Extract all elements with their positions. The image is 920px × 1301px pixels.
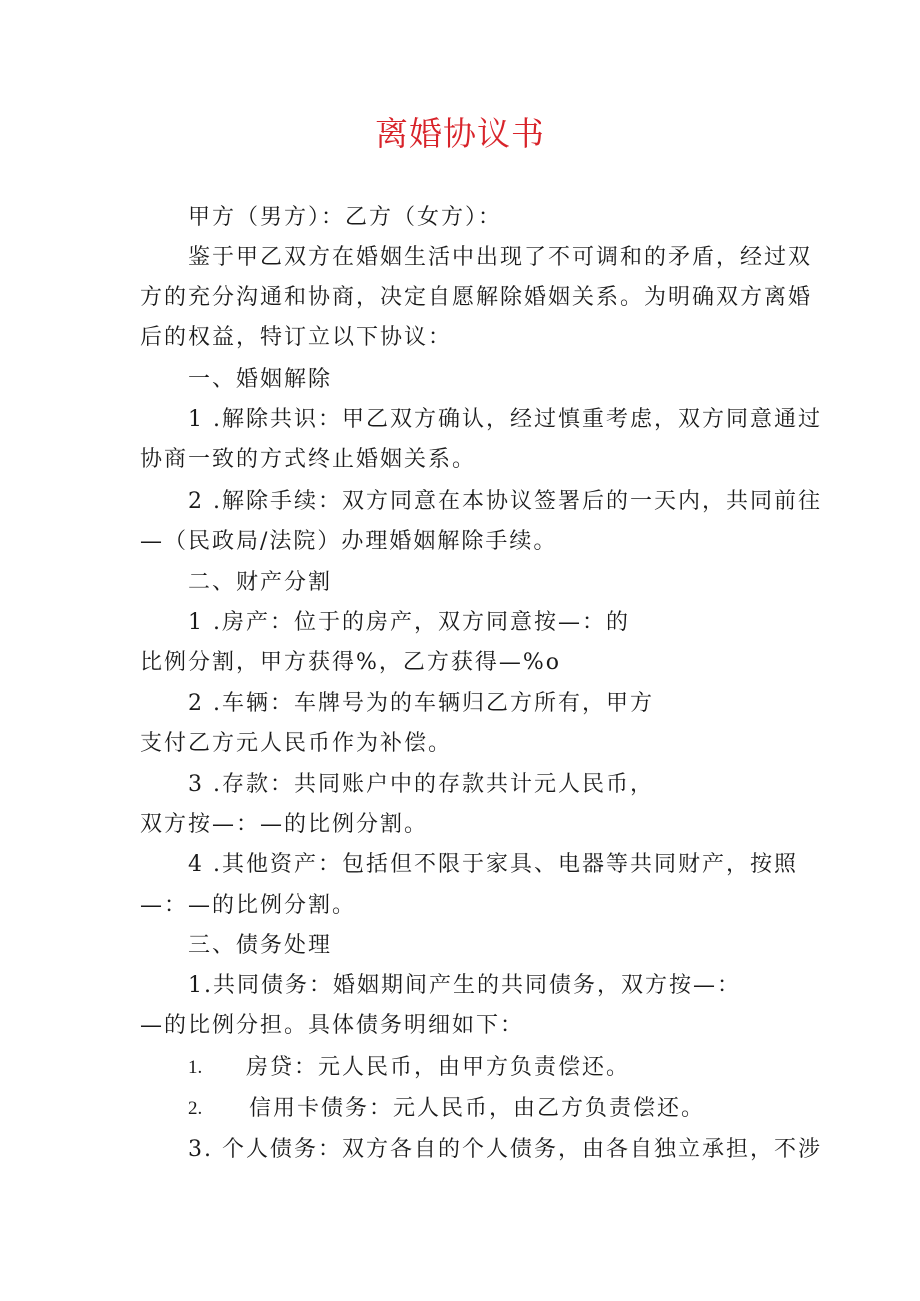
clause-line: 1 .解除共识：甲乙双方确认，经过慎重考虑，双方同意通过	[188, 407, 822, 432]
section-heading-3: 三、债务处理	[188, 933, 333, 958]
debt-item-number: 1.	[188, 1057, 203, 1078]
clause-line: 4 .其他资产：包括但不限于家具、电器等共同财产，按照	[188, 852, 798, 877]
debt-item-text: 房贷：元人民币，由甲方负责偿还。	[246, 1055, 631, 1080]
preamble-line-1: 鉴于甲乙双方在婚姻生活中出现了不可调和的矛盾，经过双	[188, 245, 813, 270]
clause-line: —的比例分担。具体债务明细如下：	[140, 1013, 525, 1038]
clause-line: —：—的比例分割。	[140, 893, 357, 918]
clause-line: —（民政局/法院）办理婚姻解除手续。	[140, 529, 558, 554]
clause-line: 双方按—：—的比例分割。	[140, 812, 429, 837]
parties-line: 甲方（男方）：乙方（女方）：	[188, 205, 503, 230]
debt-item-number: 2.	[188, 1098, 203, 1119]
clause-line: 协商一致的方式终止婚姻关系。	[140, 447, 477, 472]
clause-line: 支付乙方元人民币作为补偿。	[140, 731, 453, 756]
clause-line: 1 .房产：位于的房产，双方同意按—：的	[188, 610, 630, 635]
document-title: 离婚协议书	[375, 114, 545, 153]
preamble-line-3: 后的权益，特订立以下协议：	[140, 325, 453, 350]
debt-item-text: 信用卡债务：元人民币，由乙方负责偿还。	[249, 1096, 706, 1121]
section-heading-2: 二、财产分割	[188, 570, 333, 595]
clause-line: 2 .车辆：车牌号为的车辆归乙方所有，甲方	[188, 691, 654, 716]
clause-line: 2 .解除手续：双方同意在本协议签署后的一天内，共同前往	[188, 489, 822, 514]
clause-line: 3 .存款：共同账户中的存款共计元人民币，	[188, 772, 654, 797]
clause-line: 1.共同债务：婚姻期间产生的共同债务，双方按—：	[188, 973, 741, 998]
section-heading-1: 一、婚姻解除	[188, 367, 333, 392]
preamble-line-2: 方的充分沟通和协商，决定自愿解除婚姻关系。为明确双方离婚	[140, 285, 813, 310]
clause-line: 比例分割，甲方获得%，乙方获得—%o	[140, 650, 562, 675]
clause-line: 3. 个人债务：双方各自的个人债务，由各自独立承担，不涉	[188, 1137, 822, 1162]
